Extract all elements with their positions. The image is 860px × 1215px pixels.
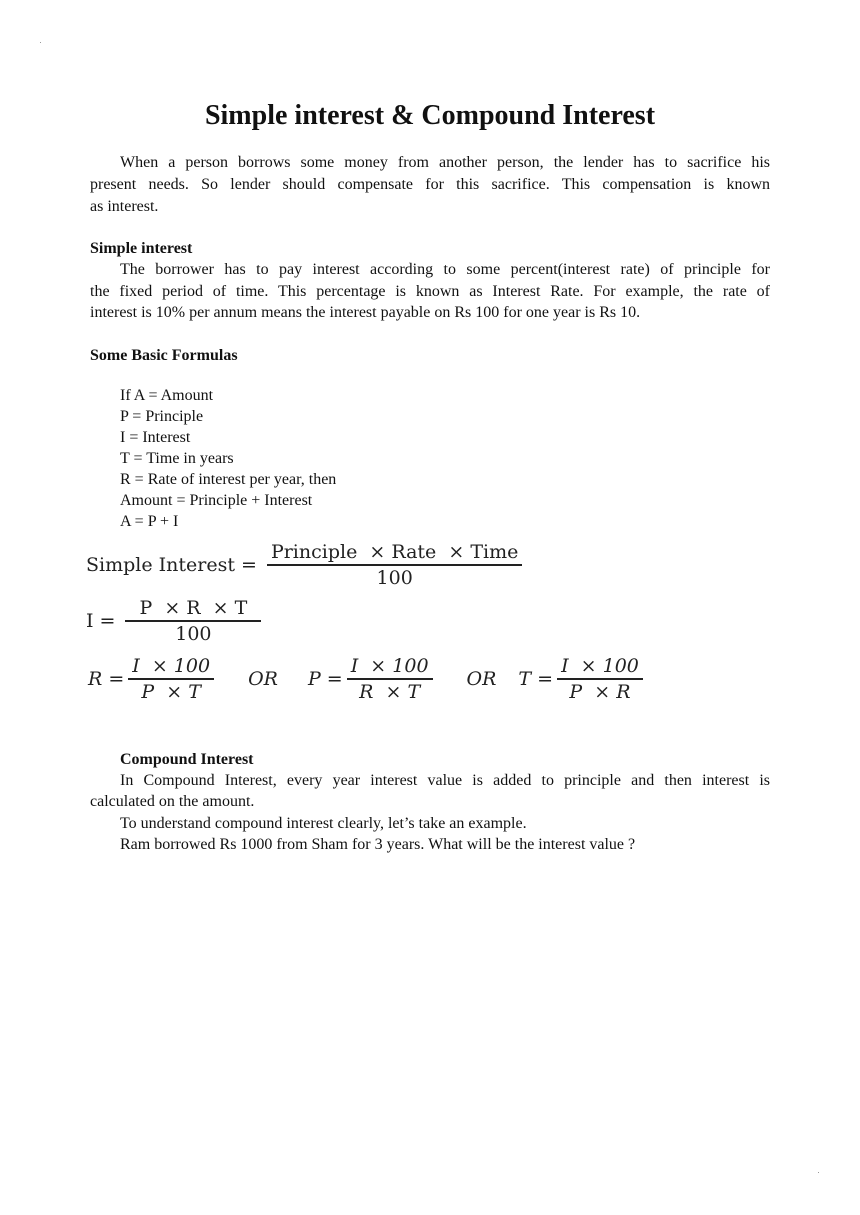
formula-lhs: I = xyxy=(86,609,116,632)
intro-line: When a person borrows some money from another person, the lender has to sacrifice his xyxy=(120,154,770,171)
numerator: I × 100 xyxy=(350,655,429,677)
simple-line: interest is 10% per annum means the interest payable on Rs 100 for one year is Rs 10. xyxy=(90,304,641,321)
denominator: R × T xyxy=(359,680,421,703)
interest-formula xyxy=(86,596,265,646)
denominator: P × T xyxy=(141,680,201,703)
page-title: Simple interest & Compound Interest xyxy=(204,100,656,131)
simple-interest-heading: Simple interest xyxy=(90,240,193,257)
definition: P = Principle xyxy=(120,408,204,425)
fraction xyxy=(557,654,643,704)
formula-lhs: Simple Interest = xyxy=(86,553,257,576)
compound-line: In Compound Interest, every year interest value is added to principle and then interest is xyxy=(120,772,770,789)
intro-line: as interest. xyxy=(90,198,159,215)
numerator: I × 100 xyxy=(132,655,211,677)
numerator: Principle × Rate × Time xyxy=(270,541,519,563)
fraction xyxy=(267,540,522,590)
formulas-heading: Some Basic Formulas xyxy=(90,347,238,364)
compound-line: calculated on the amount. xyxy=(90,793,255,810)
simple-interest-formula xyxy=(86,540,526,590)
intro-line: present needs. So lender should compensate for this sacrifice. This compensation is known xyxy=(90,176,770,193)
denominator: P × R xyxy=(569,680,631,703)
definition: Amount = Principle + Interest xyxy=(120,492,313,509)
fraction xyxy=(347,654,433,704)
simple-line: the fixed period of time. This percentage is known as Interest Rate. For example, the rate of xyxy=(90,283,770,300)
definition: A = P + I xyxy=(120,513,179,530)
scan-dot xyxy=(818,1172,819,1173)
compound-interest-heading: Compound Interest xyxy=(120,751,254,768)
formula-lhs: T = xyxy=(518,667,554,690)
scan-dot xyxy=(40,42,41,43)
or-text: OR xyxy=(248,667,278,690)
numerator: I × 100 xyxy=(561,655,639,677)
compound-line: Ram borrowed Rs 1000 from Sham for 3 years. What will be the interest value ? xyxy=(120,836,636,853)
formula-lhs: R = xyxy=(88,667,125,690)
fraction xyxy=(128,654,214,704)
formula-lhs: P = xyxy=(307,667,343,690)
definition: If A = Amount xyxy=(120,387,214,404)
definition: I = Interest xyxy=(120,429,191,446)
numerator: P × R × T xyxy=(139,597,248,619)
denominator: 100 xyxy=(175,622,212,645)
derived-formulas xyxy=(88,654,647,704)
definition: T = Time in years xyxy=(120,450,234,467)
denominator: 100 xyxy=(376,566,413,589)
compound-line: To understand compound interest clearly, let’s take an example. xyxy=(120,815,527,832)
fraction xyxy=(125,596,261,646)
definition: R = Rate of interest per year, then xyxy=(120,471,337,488)
or-text: OR xyxy=(466,667,497,690)
simple-line: The borrower has to pay interest according to some percent(interest rate) of principle for xyxy=(120,261,770,278)
